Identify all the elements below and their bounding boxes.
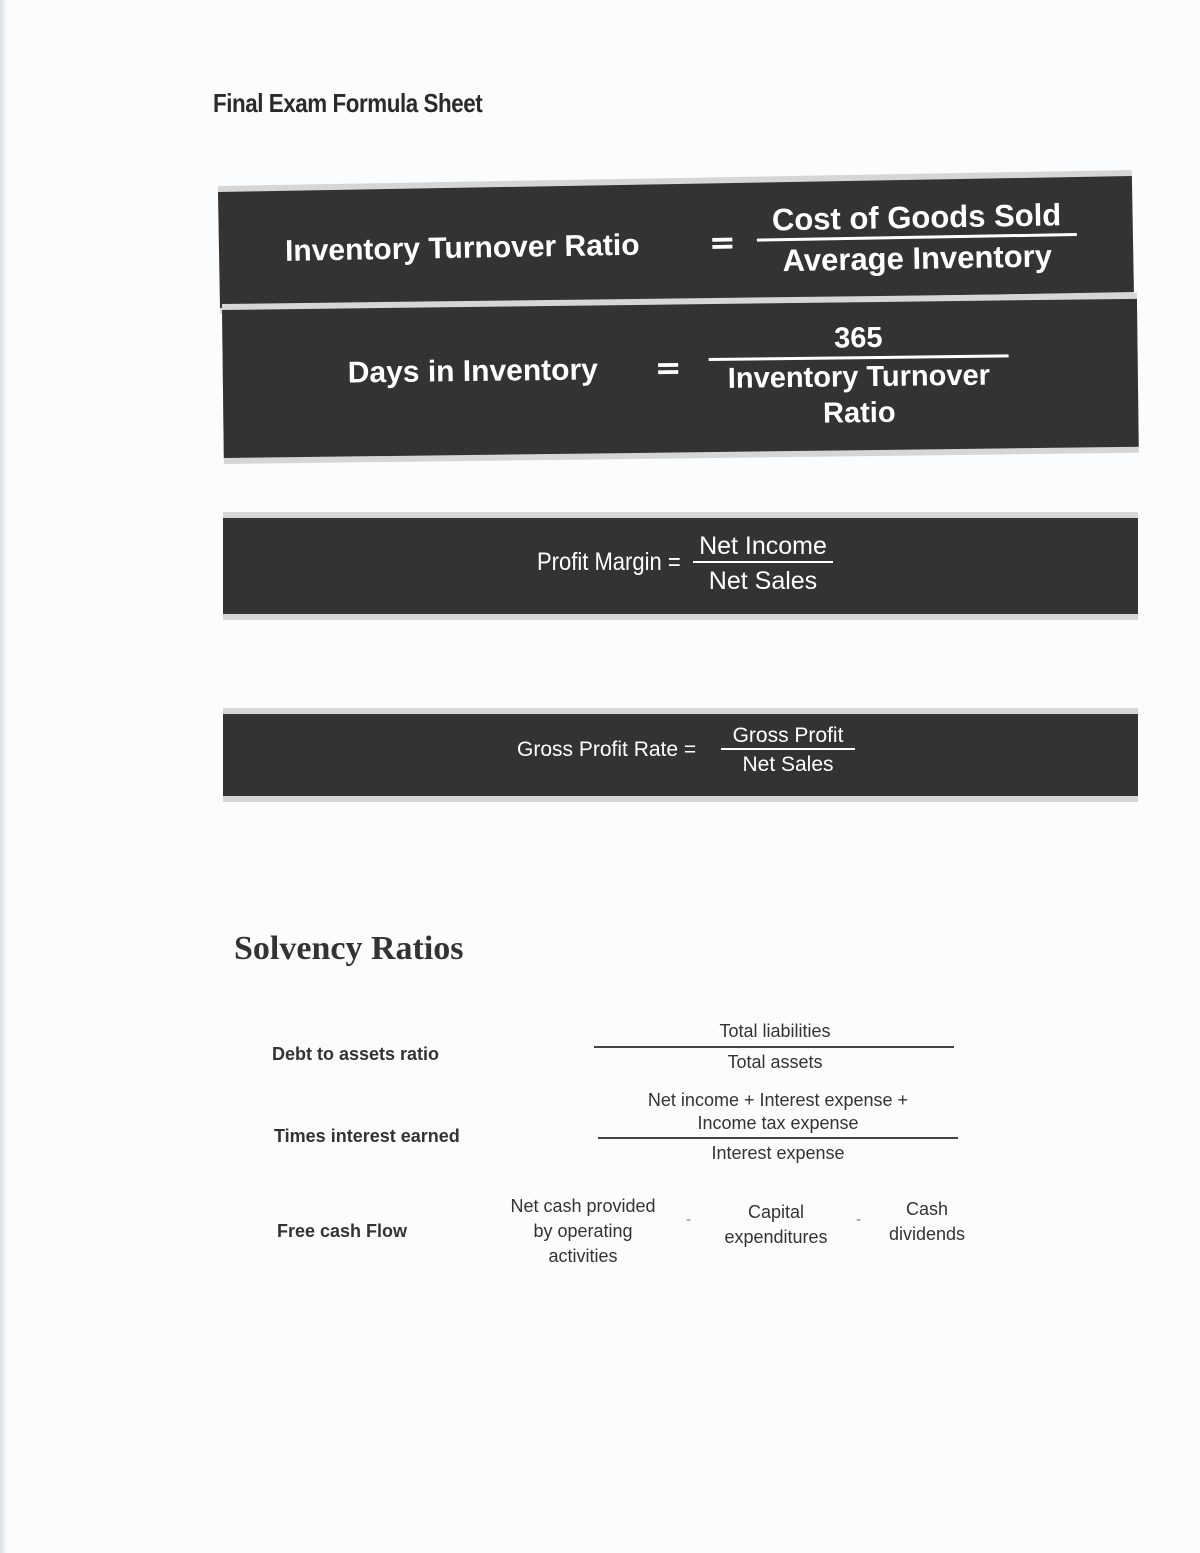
fraction [756, 197, 1077, 280]
numerator: 365 [833, 321, 883, 355]
inventory-turnover-formula [218, 176, 1134, 308]
days-in-inventory-formula [222, 299, 1139, 458]
term-line-1: Net cash provided [510, 1196, 656, 1216]
denominator: Average Inventory [757, 233, 1078, 280]
page-title: Final Exam Formula Sheet [213, 88, 483, 118]
fraction-bar [598, 1137, 958, 1139]
fraction [693, 532, 833, 596]
net-cash-provided-term [488, 1194, 678, 1269]
equals-sign: = [708, 222, 737, 262]
cash-dividends-term [872, 1197, 982, 1247]
profit-margin-formula [223, 518, 1138, 614]
formula-label: Inventory Turnover Ratio [284, 228, 640, 268]
fraction [708, 318, 1009, 433]
equals-sign: = [654, 348, 682, 387]
gross-profit-rate-formula [223, 714, 1138, 796]
debt-to-assets-numerator: Total liabilities [719, 1021, 831, 1041]
denominator-line-2: Ratio [822, 396, 896, 430]
free-cash-flow-label: Free cash Flow [277, 1221, 408, 1241]
term-line-1: Capital [747, 1202, 805, 1222]
term-line-2: dividends [888, 1224, 966, 1244]
times-interest-denominator: Interest expense [711, 1143, 845, 1163]
debt-to-assets-denominator: Total assets [727, 1052, 823, 1072]
times-interest-numerator-line-1: Net income + Interest expense + [647, 1090, 909, 1110]
term-line-1: Cash [905, 1199, 949, 1219]
term-line-2: by operating [533, 1221, 633, 1241]
times-interest-numerator-line-2: Income tax expense [697, 1113, 859, 1133]
formula-label: Gross Profit Rate = [517, 738, 697, 761]
numerator: Cost of Goods Sold [771, 197, 1062, 238]
term-line-3: activities [548, 1246, 618, 1266]
numerator: Net Income [699, 532, 827, 560]
denominator-line-1: Inventory Turnover [727, 359, 991, 395]
term-line-2: expenditures [724, 1227, 828, 1247]
page-edge [0, 0, 6, 1553]
denominator [709, 354, 1010, 433]
times-interest-earned-label: Times interest earned [274, 1126, 460, 1146]
minus-operator: - [856, 1212, 862, 1228]
minus-operator: - [686, 1212, 692, 1228]
numerator: Gross Profit [732, 724, 844, 747]
debt-to-assets-label: Debt to assets ratio [272, 1044, 440, 1064]
fraction [721, 724, 855, 777]
denominator: Net Sales [721, 748, 855, 777]
formula-label: Profit Margin = [537, 548, 681, 576]
section-heading: Solvency Ratios [234, 930, 464, 967]
formula-label: Days in Inventory [347, 353, 599, 390]
capital-expenditures-term [706, 1200, 846, 1250]
denominator: Net Sales [693, 561, 833, 596]
fraction-bar [594, 1046, 954, 1048]
